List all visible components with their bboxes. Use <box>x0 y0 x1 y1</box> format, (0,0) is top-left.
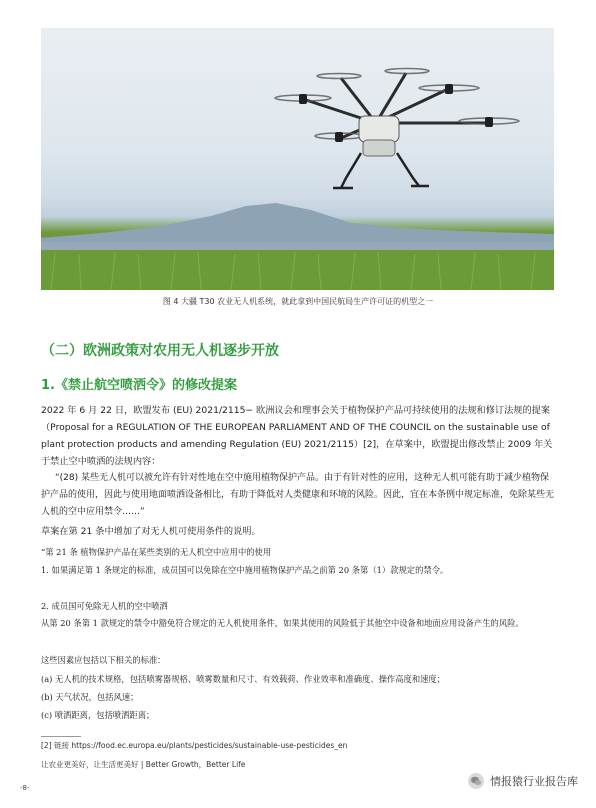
subsection-heading: 1.《禁止航空喷洒令》的修改提案 <box>41 378 237 393</box>
footnote-divider <box>41 736 81 737</box>
article-exemption: 从第 20 条第 1 款规定的禁令中豁免符合规定的无人机使用条件，如果其使用的风险低于其他空中设备和地面应用设备产生的风险。 <box>41 618 524 628</box>
page-number: -8- <box>20 784 30 792</box>
quote-paragraph: “(28) 某些无人机可以被允许有针对性地在空中施用植物保护产品。由于有针对性的应用，这种无人机可能有助于减少植物保护产品的使用，因此与使用地面喷洒设备相比，有助于降低对人类健康和环境的风险。因此，宜在本条例中规定标准，免除某些无人机的空中应用禁令……” <box>41 473 555 517</box>
criteria-c: (c) 喷洒距离，包括喷洒距离； <box>41 710 155 720</box>
article-clause-2: 2. 成员国可免除无人机的空中喷洒 <box>41 601 168 611</box>
criteria-b: (b) 天气状况，包括风速； <box>41 692 139 702</box>
section-heading: （二）欧洲政策对农用无人机逐步开放 <box>41 343 279 359</box>
article-title: “第 21 条 植物保护产品在某些类别的无人机空中应用中的使用 <box>41 547 272 557</box>
drone-photo <box>41 28 554 290</box>
watermark <box>468 773 578 789</box>
footer-slogan: 让农业更美好，让生活更美好 | Better Growth，Better Life <box>41 760 246 769</box>
figure-caption: 图 4 大疆 T30 农业无人机系统，就此拿到中国民航局生产许可证的机型之一 <box>162 297 434 306</box>
criteria-intro: 这些因素应包括以下相关的标准： <box>41 655 166 665</box>
amendment-note: 草案在第 21 条中增加了对无人机可使用条件的说明。 <box>41 526 261 537</box>
footnote-link[interactable]: [2] 链接 https://food.ec.europa.eu/plants/pesticides/sustainable-use-pesticides_en <box>41 741 348 750</box>
wechat-icon <box>468 773 484 789</box>
drone <box>275 69 519 189</box>
intro-paragraph: 2022 年 6 月 22 日，欧盟发布 (EU) 2021/2115− 欧洲议会和理事会关于植物保护产品可持续使用的法规和修订法规的提案（Proposal for a REGULATION OF THE EUROPEAN PARLIAMENT AND OF THE COUNCIL on the sustainable use of plant protection products and amending Regulation (EU) 2021/2115）[2]，在草案中，欧盟提出修改禁止 2009 年关于禁止空中喷洒的法规内容： <box>41 405 553 467</box>
drone-illustration <box>41 28 554 290</box>
article-clause-1: 1. 如果满足第 1 条规定的标准，成员国可以免除在空中施用植物保护产品之前第 20 条第（1）款规定的禁令。 <box>41 565 449 575</box>
criteria-a: (a) 无人机的技术规格，包括喷雾器规格、喷雾数量和尺寸、有效载荷、作业效率和准确度、操作高度和速度； <box>41 674 446 684</box>
rice-field <box>41 250 554 290</box>
watermark-text: 情报猿行业报告库 <box>490 775 578 788</box>
